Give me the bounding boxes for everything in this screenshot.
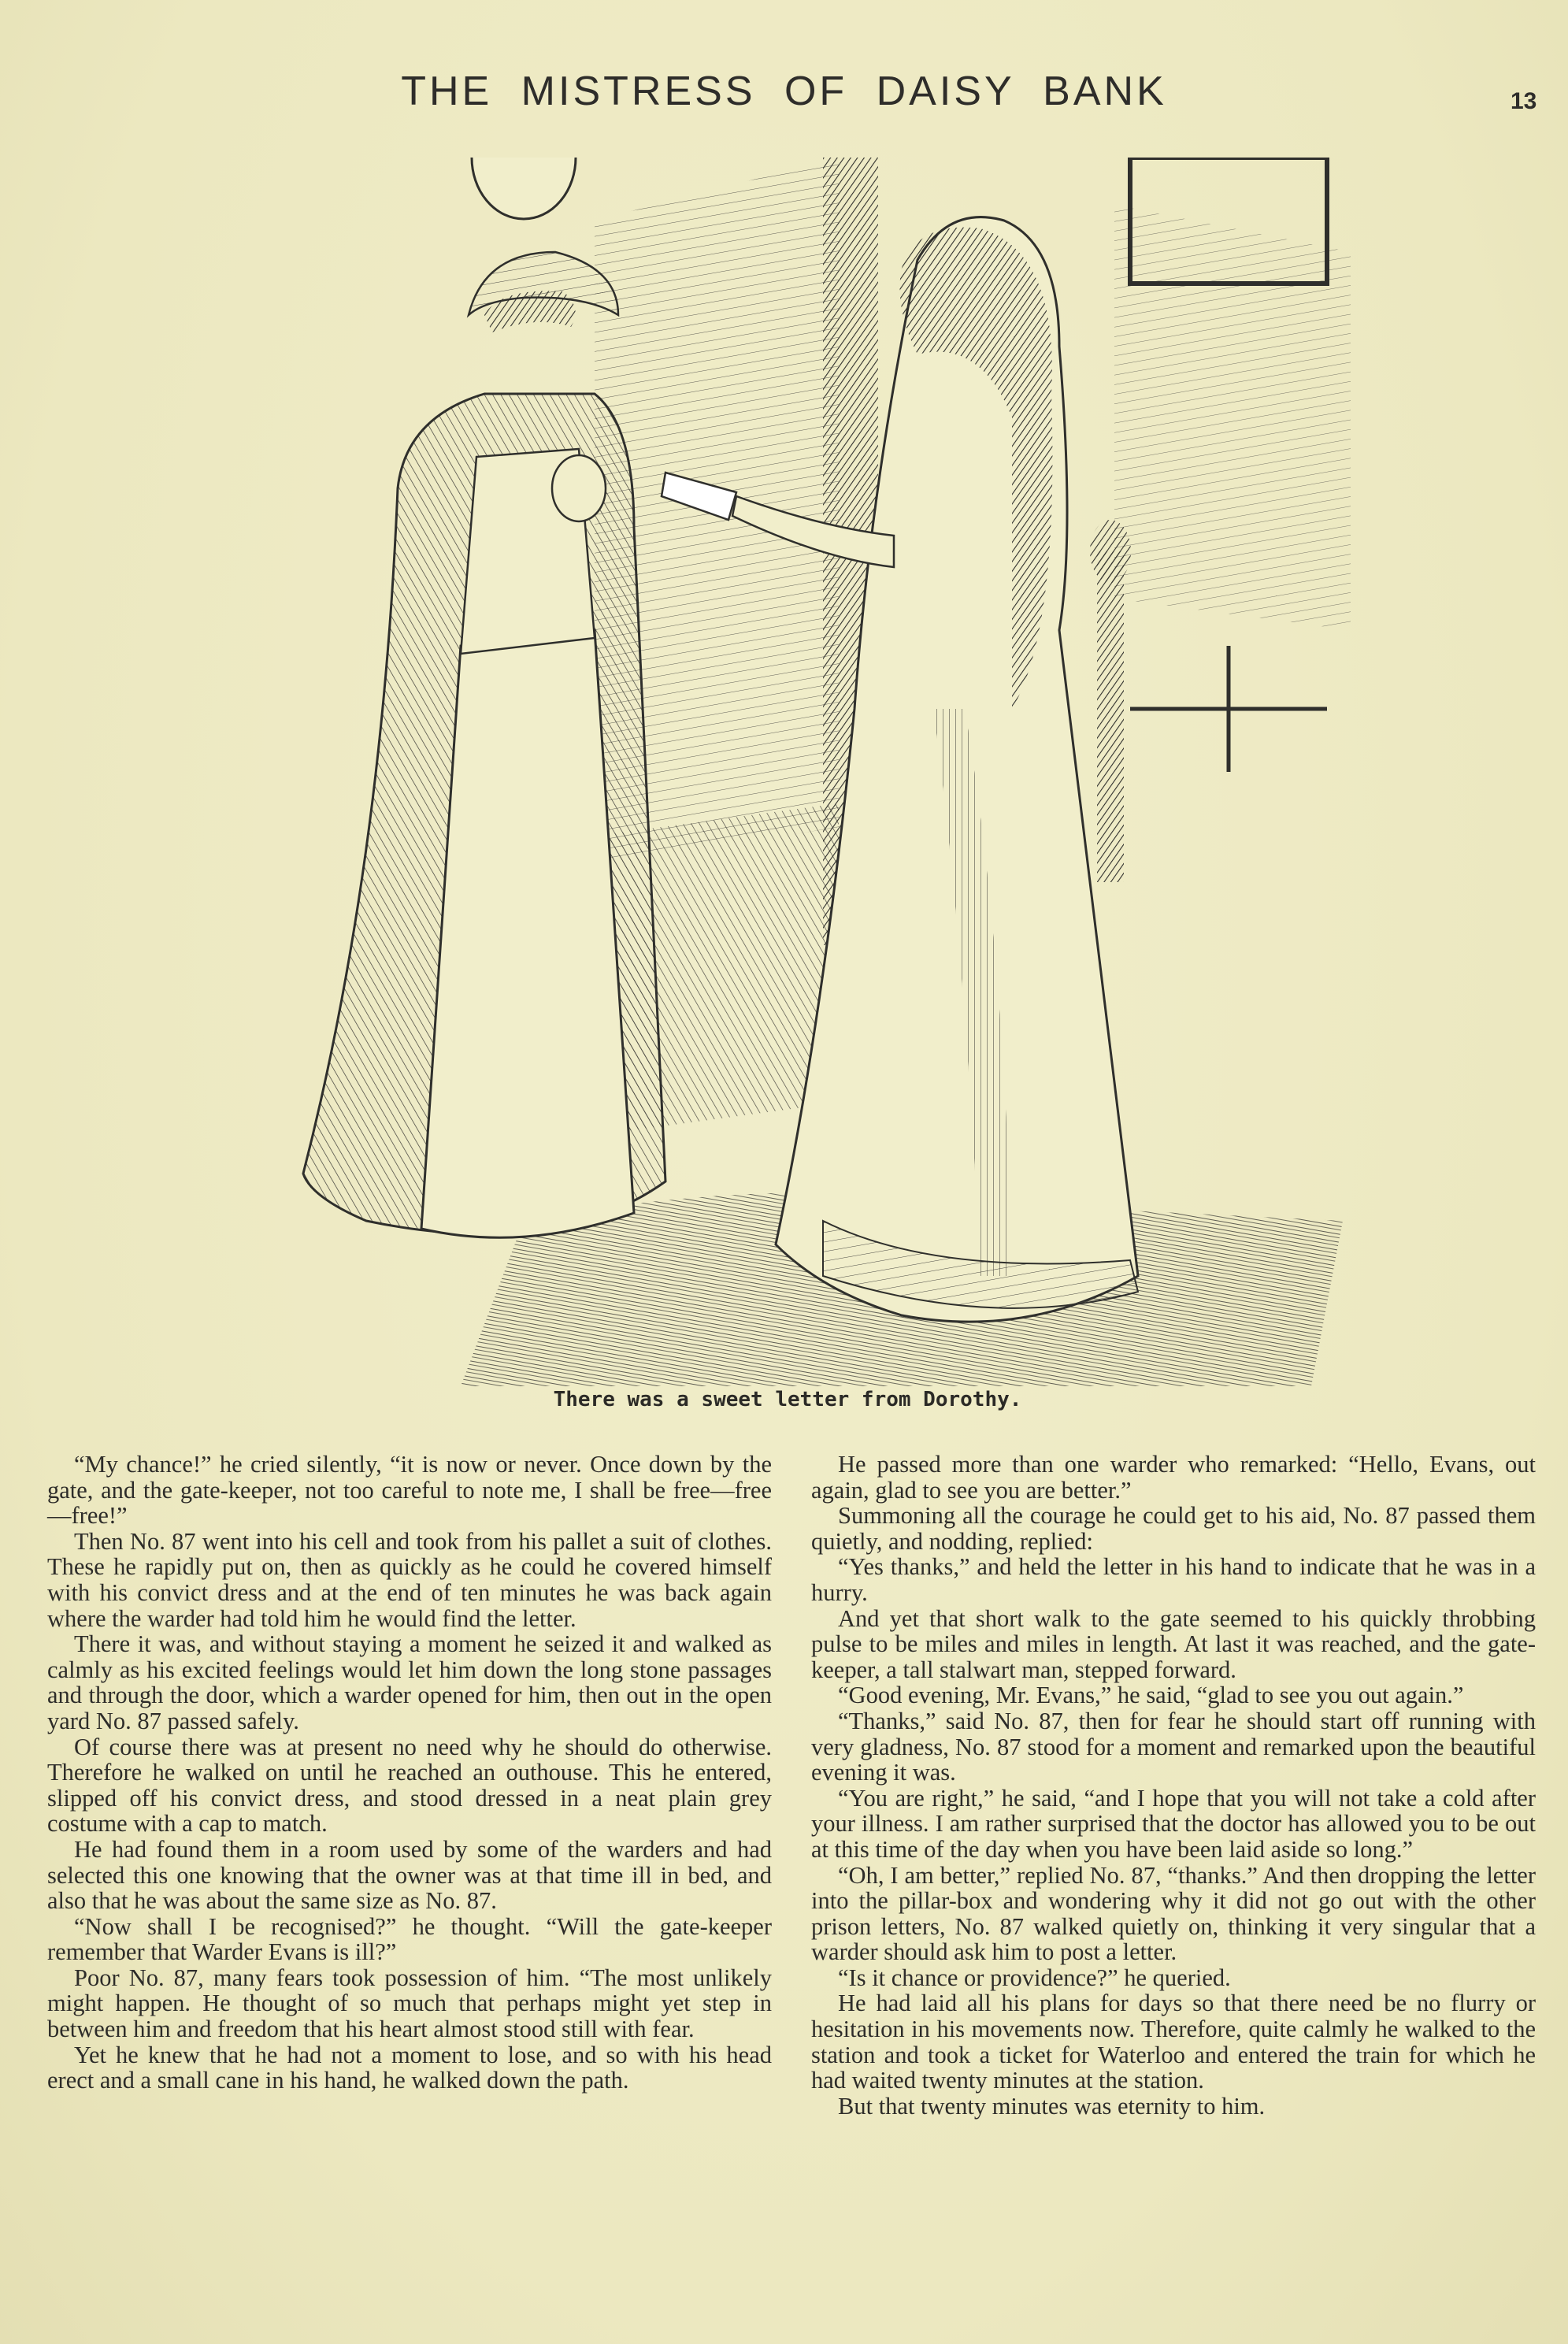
paragraph: “Is it chance or providence?” he queried.: [838, 1964, 1231, 1991]
paragraph: Summoning all the courage he could get to his aid, No. 87 passed them quietly, and nodding, replied:: [811, 1502, 1536, 1555]
paragraph: “My chance!” he cried silently, “it is now or never. Once down by the gate, and the gate-keeper, not too careful to note me, I shall be free—free—free!”: [47, 1451, 772, 1530]
paragraph: There it was, and without staying a moment he seized it and walked as calmly as his excited feelings would let him down the long stone passages and through the door, which a warder opened for him, then out in the open yard No. 87 passed safely.: [47, 1630, 772, 1734]
window-light: [1114, 205, 1351, 630]
paragraph: He had laid all his plans for days so that there need be no flurry or hesitation in his movements now. Therefore, quite calmly he walked to the station and took a ticket for Waterloo and entered the train for which he had waited twenty minutes at the station.: [811, 1990, 1536, 2094]
text-column-left: [47, 1452, 772, 2094]
paragraph: “Yes thanks,” and held the letter in his hand to indicate that he was in a hurry.: [811, 1553, 1536, 1606]
paragraph: Of course there was at present no need why he should do otherwise. Therefore he walked on until he reached an outhouse. This he entered, slipped off his convict dress, and stood dressed in a neat plain grey costume with a cap to match.: [47, 1733, 772, 1838]
running-title: THE MISTRESS OF DAISY BANK: [401, 69, 1167, 114]
paragraph: Yet he knew that he had not a moment to lose, and so with his head erect and a small cane in his hand, he walked down the path.: [47, 2041, 772, 2094]
page-number: 13: [1511, 88, 1537, 114]
paragraph: “You are right,” he said, “and I hope that you will not take a cold after your illness. I am rather surprised that the doctor has allowed you to be out at this time of the day when you have been laid aside so long.”: [811, 1784, 1536, 1863]
paragraph: And yet that short walk to the gate seemed to his quickly throbbing pulse to be miles and miles in length. At last it was reached, and the gate-keeper, a tall stalwart man, stepped forward.: [811, 1604, 1536, 1683]
paragraph: But that twenty minutes was eternity to him.: [838, 2092, 1266, 2120]
paragraph: He had found them in a room used by some of the warders and had selected this one knowing that the owner was at that time ill in bed, and also that he was about the same size as No. 87.: [47, 1835, 772, 1915]
illustration-caption: There was a sweet letter from Dorothy.: [553, 1388, 1022, 1411]
paragraph: He passed more than one warder who remarked: “Hello, Evans, out again, glad to see you are better.”: [811, 1451, 1536, 1504]
paragraph: Then No. 87 went into his cell and took from his pallet a suit of clothes. These he rapidly put on, then as quickly as he could he covered himself with his convict dress and at the end of ten minutes he was back again where the warder had told him he would find the letter.: [47, 1527, 772, 1632]
bedpost: [1097, 551, 1124, 882]
paragraph: “Oh, I am better,” replied No. 87, “thanks.” And then dropping the letter into the pillar-box and wondering why it did not go out with the other prison letters, No. 87 walked quietly on, thinking it very singular that a warder should ask him to post a letter.: [811, 1861, 1536, 1966]
paragraph: “Good evening, Mr. Evans,” he said, “glad to see you out again.”: [838, 1682, 1464, 1709]
paragraph: Poor No. 87, many fears took possession of him. “The most unlikely might happen. He thought of so much that perhaps might yet step in between him and freedom that his heart almost stood still with fear.: [47, 1964, 772, 2043]
text-column-right: [811, 1452, 1536, 2119]
engraving-illustration: [224, 158, 1359, 1386]
paragraph: “Thanks,” said No. 87, then for fear he should start off running with very gladness, No. 87 stood for a moment and remarked upon the beautiful evening it was.: [811, 1707, 1536, 1786]
paragraph: “Now shall I be recognised?” he thought. “Will the gate-keeper remember that Warder Evans is ill?”: [47, 1912, 772, 1966]
